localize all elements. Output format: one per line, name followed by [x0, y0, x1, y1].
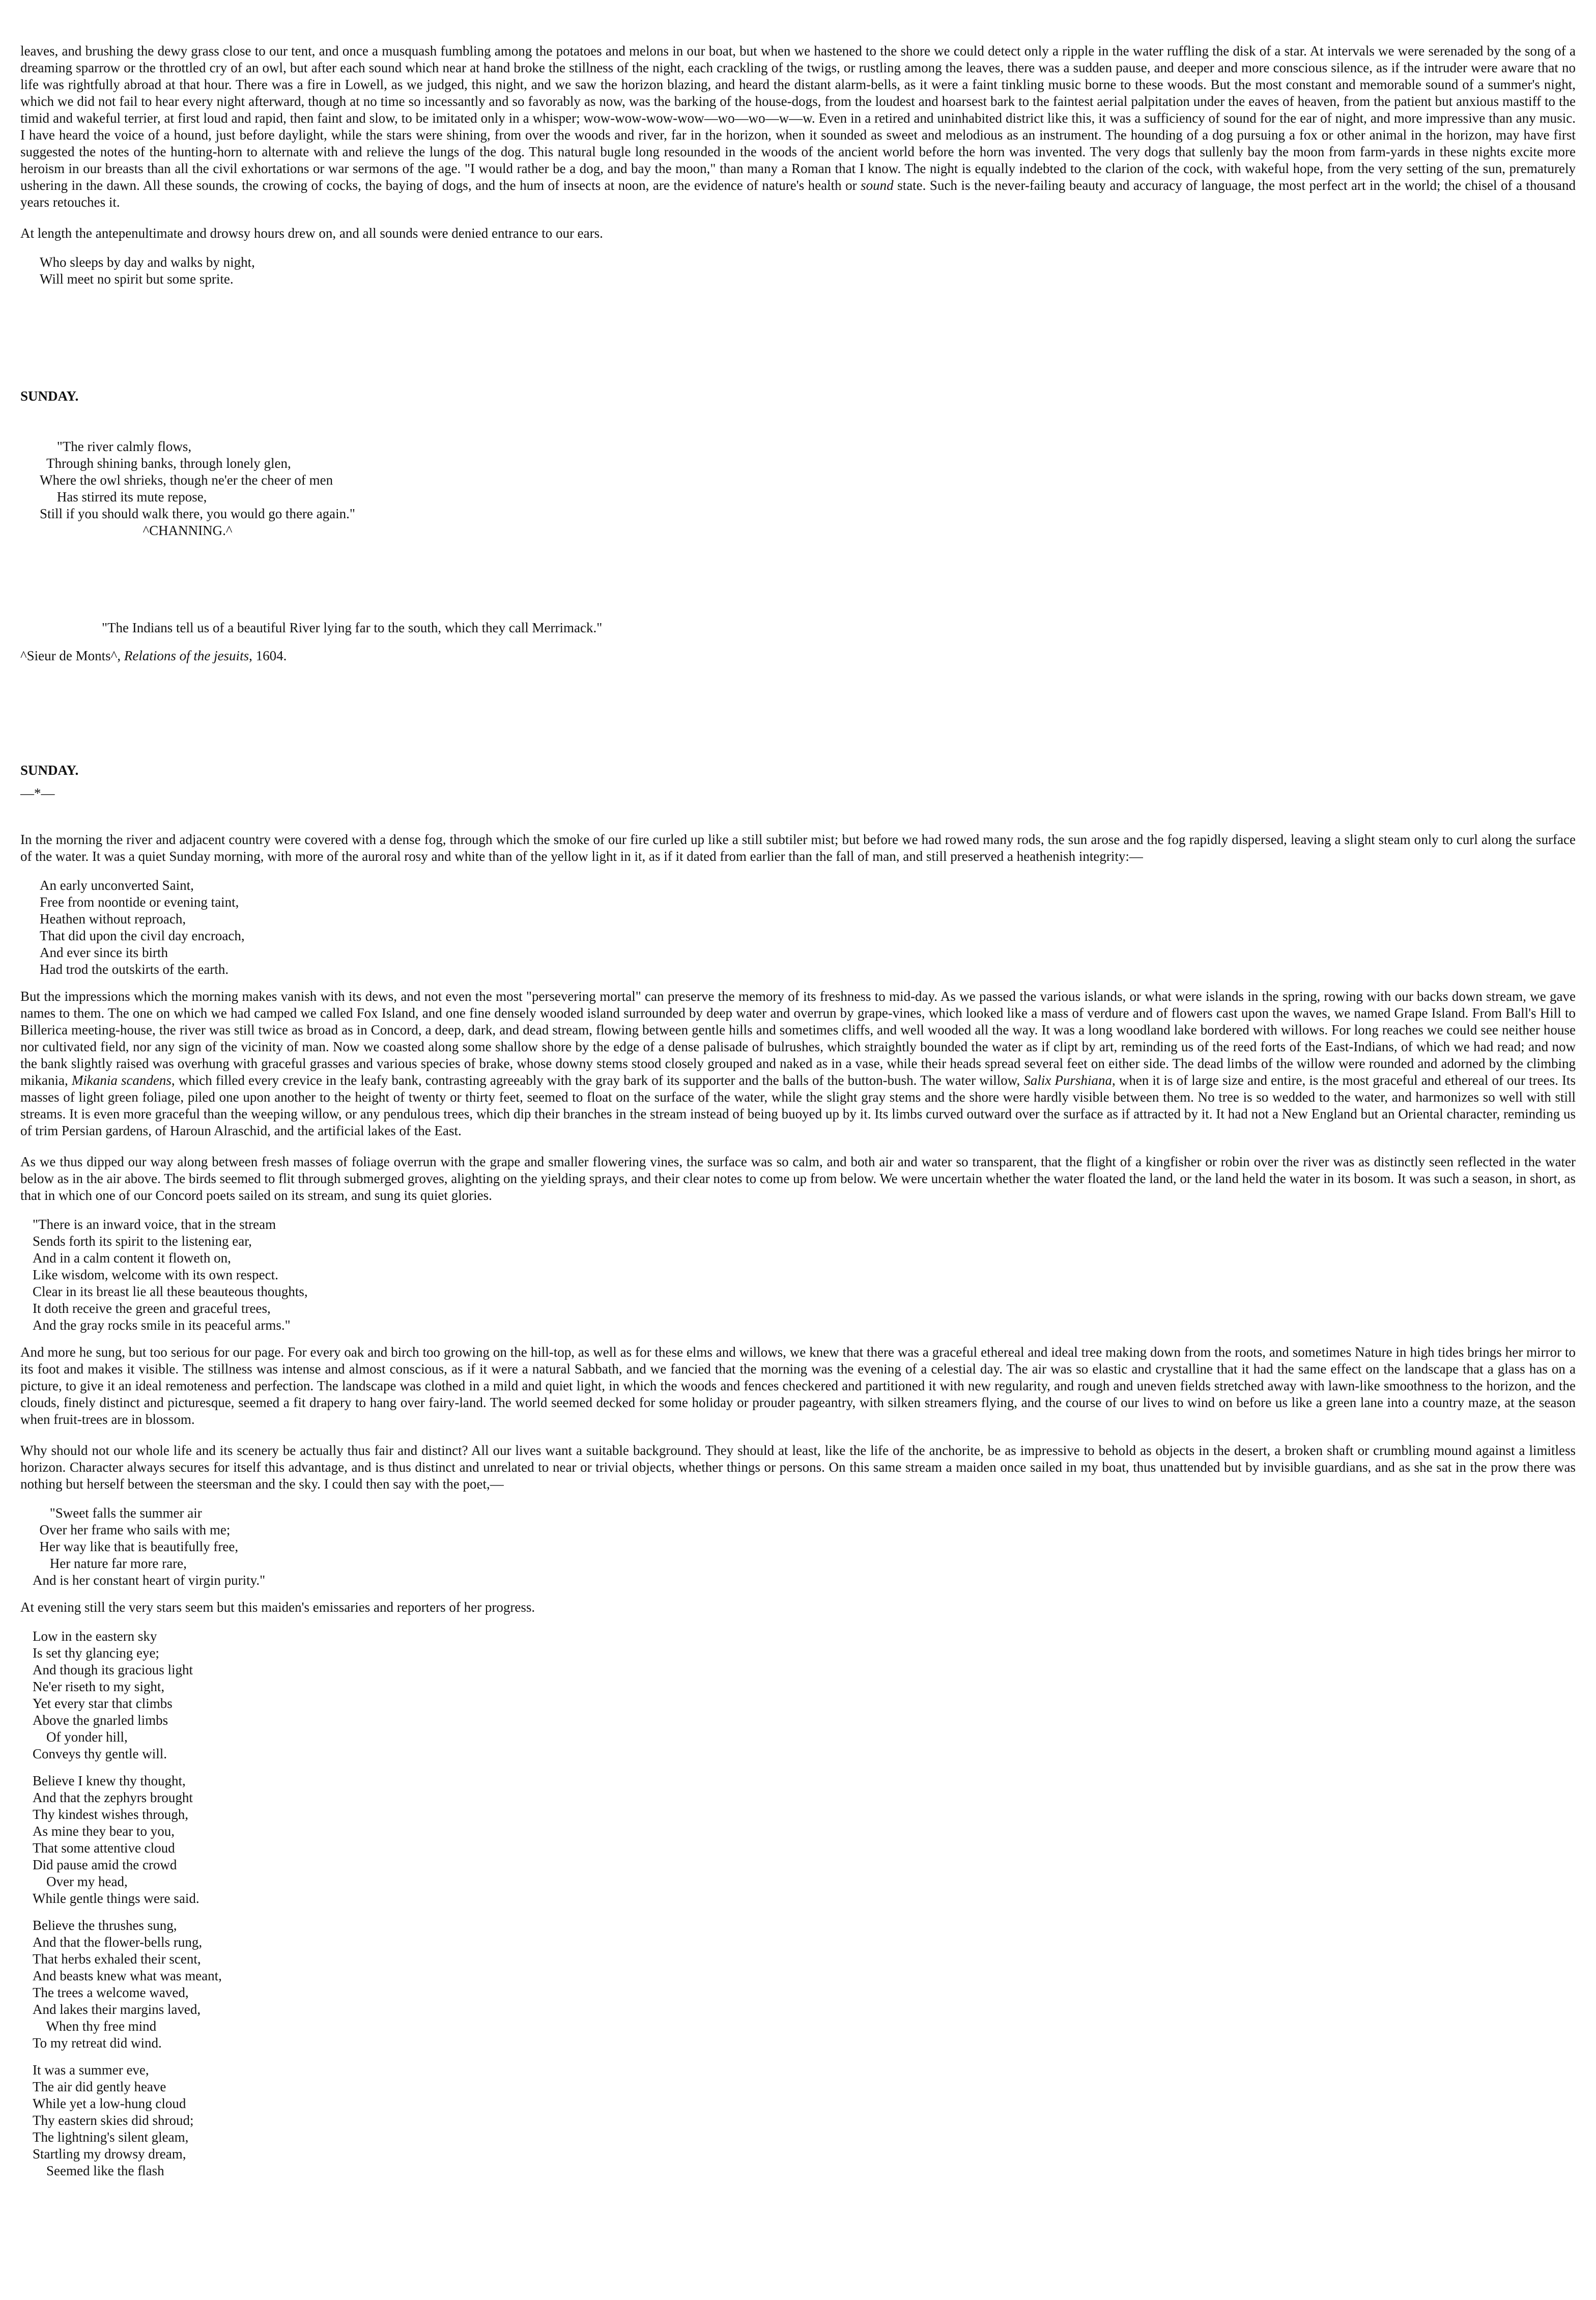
epigraph-indians: "The Indians tell us of a beautiful River lying far to the south, which they call Merrimack." — [102, 620, 603, 635]
poem-line: Ne'er riseth to my sight, — [33, 1679, 165, 1694]
poem-line: Conveys thy gentle will. — [33, 1746, 167, 1761]
poem-line: Thy kindest wishes through, — [33, 1807, 188, 1822]
poem-line: And that the flower-bells rung, — [33, 1934, 203, 1950]
paragraph-islands: But the impressions which the morning makes vanish with its dews, and not even the most "persevering mortal" can preserve the memory of its freshness to mid-day. As we passed the various islands, or what were islands in the spring, rowing with our backs down stream, we gave names to them. The one on which we had camped we called Fox Island, and one fine densely wooded island surrounded by deep water and overrun by grape-vines, which looked like a mass of verdure and of flowers cast upon the waves, we named Grape Island. From Ball's Hill to Billerica meeting-house, the river was still twice as broad as in Concord, a deep, dark, and dead stream, flowing between gentle hills and sometimes cliffs, and well wooded all the way. It was a long woodland lake bordered with willows. For long reaches we could see neither house nor cultivated field, nor any sign of the vicinity of man. Now we coasted along some shallow shore by the edge of a dense palisade of bulrushes, which straightly bounded the water as if clipt by art, reminding us of the reed forts of the East-Indians, of which we had read; and now the bank slightly raised was overhung with graceful grasses and various species of brake, whose downy stems stood closely grouped and naked as in a vase, while their heads spread several feet on either side. The dead limbs of the willow were rounded and adorned by the climbing mikania, Mikania scandens, which filled every crevice in the leafy bank, contrasting agreeably with the gray bark of its supporter and the balls of the button-bush. The water willow, Salix Purshiana, when it is of large size and entire, is the most graceful and ethereal of our trees. Its masses of light green foliage, piled one upon another to the height of twenty or thirty feet, seemed to float on the surface of the water, while the slight gray stems and the shore were hardly visible between them. No tree is so wedded to the water, and harmonizes so well with still streams. It is even more graceful than the weeping willow, or any pendulous trees, which dip their branches in the stream instead of being buoyed up by it. Its limbs curved outward over the surface as if attracted by it. It had not a New England but an Oriental character, reminding us of trim Persian gardens, of Haroun Alraschid, and the artificial lakes of the East. — [20, 989, 1576, 1138]
poem-line: Believe the thrushes sung, — [33, 1918, 177, 1933]
section-separator: —*— — [20, 786, 55, 801]
poem-line: Thy eastern skies did shroud; — [33, 2113, 194, 2128]
poem-line: Heathen without reproach, — [40, 911, 186, 927]
poem-summer-air — [20, 1505, 1576, 1589]
poem-line: Like wisdom, welcome with its own respect. — [33, 1267, 278, 1282]
epigraph-attribution: ^Sieur de Monts^, Relations of the jesuits, 1604. — [20, 648, 287, 663]
poem-line: Will meet no spirit but some sprite. — [40, 271, 234, 287]
poem-line: Did pause amid the crowd — [33, 1857, 177, 1872]
poem-line: Believe I knew thy thought, — [33, 1773, 186, 1788]
poem-line: Is set thy glancing eye; — [33, 1645, 159, 1661]
poem-line: It doth receive the green and graceful trees, — [33, 1301, 271, 1316]
poem-line: Over my head, — [33, 1874, 128, 1889]
poem-line: That some attentive cloud — [33, 1840, 175, 1856]
poem-line: Has stirred its mute repose, — [40, 489, 207, 504]
epigraph-poem-channing — [20, 438, 1576, 539]
poem-line: Sends forth its spirit to the listening ear, — [33, 1233, 252, 1249]
poem-line: Over her frame who sails with me; — [33, 1522, 231, 1537]
poem-line: Through shining banks, through lonely glen, — [40, 456, 291, 471]
poem-line: That did upon the civil day encroach, — [40, 928, 245, 943]
paragraph-night-sounds: leaves, and brushing the dewy grass close to our tent, and once a musquash fumbling among the potatoes and melons in our boat, but when we hastened to the shore we could detect only a ripple in the water ruffling the disk of a star. At intervals we were serenaded by the song of a dreaming sparrow or the throttled cry of an owl, but after each sound which near at hand broke the stillness of the night, each crackling of the twigs, or rustling among the leaves, there was a sudden pause, and deeper and more conscious silence, as if the intruder were aware that no life was rightfully abroad at that hour. There was a fire in Lowell, as we judged, this night, and we saw the horizon blazing, and heard the distant alarm-bells, as it were a faint tinkling music borne to these woods. But the most constant and memorable sound of a summer's night, which we did not fail to hear every night afterward, though at no time so incessantly and so favorably as now, was the barking of the house-dogs, from the loudest and hoarsest bark to the faintest aerial palpitation under the eaves of heaven, from the patient but anxious mastiff to the timid and wakeful terrier, at first loud and rapid, then faint and slow, to be imitated only in a whisper; wow-wow-wow-wow—wo—wo—w—w. Even in a retired and uninhabited district like this, it was a sufficiency of sound for the ear of night, and more impressive than any music. I have heard the voice of a hound, just before daylight, while the stars were shining, from over the woods and river, far in the horizon, when it sounded as sweet and melodious as an instrument. The hounding of a dog pursuing a fox or other animal in the horizon, may have first suggested the notes of the hunting-horn to alternate with and relieve the lungs of the dog. This natural bugle long resounded in the woods of the ancient world before the horn was invented. The very dogs that sullenly bay the moon from farm-yards in these nights excite more heroism in our breasts than all the civil exhortations or war sermons of the age. "I would rather be a dog, and bay the moon," than many a Roman that I know. The night is equally indebted to the clarion of the cock, with wakeful hope, from the very setting of the sun, prematurely ushering in the dawn. All these sounds, the crowing of cocks, the baying of dogs, and the hum of insects at noon, are the evidence of nature's health or sound state. Such is the never-failing beauty and accuracy of language, the most perfect art in the world; the chisel of a thousand years retouches it. — [20, 43, 1576, 210]
poem-line: As mine they bear to you, — [33, 1824, 175, 1839]
paragraph-ideal-tree: And more he sung, but too serious for our page. For every oak and birch too growing on the hill-top, as well as for these elms and willows, we knew that there was a graceful ethereal and ideal tree making down from the roots, and sometimes Nature in high tides brings her mirror to its foot and makes it visible. The stillness was intense and almost conscious, as if it were a natural Sabbath, and we fancied that the morning was the evening of a celestial day. The air was so elastic and crystalline that it had the same effect on the landscape that a glass has on a picture, to give it an ideal remoteness and perfection. The landscape was clothed in a mild and quiet light, in which the woods and fences checkered and partitioned it with new regularity, and rough and uneven fields stretched away with lawn-like smoothness to the horizon, and the clouds, finely distinct and picturesque, seemed a fit drapery to hang over fairy-land. The world seemed decked for some holiday or prouder pageantry, with silken streamers flying, and the course of our lives to wind on before us like a green lane into a country maze, at the season when fruit-trees are in blossom. — [20, 1344, 1576, 1427]
section-heading-sunday: SUNDAY. — [20, 763, 79, 778]
paragraph-foliage: As we thus dipped our way along between fresh masses of foliage overrun with the grape and smaller flowering vines, the surface was so calm, and both air and water so transparent, that the flight of a kingfisher or robin over the river was as distinctly seen reflected in the water below as in the air above. The birds seemed to flit through submerged groves, alighting on the yielding sprays, and their clear notes to come up from below. We were uncertain whether the water floated the land, or the land held the water in its bosom. It was such a season, in short, as that in which one of our Concord poets sailed on its stream, and sung its quiet glories. — [20, 1154, 1576, 1203]
poem-line: Seemed like the flash — [33, 2163, 164, 2178]
poem-line: The air did gently heave — [33, 2079, 166, 2094]
poem-line: The trees a welcome waved, — [33, 1985, 189, 2000]
poem-sleeps-by-day — [20, 254, 1576, 288]
poem-line: Yet every star that climbs — [33, 1696, 173, 1711]
poem-line: It was a summer eve, — [33, 2062, 149, 2078]
poem-line: Above the gnarled limbs — [33, 1713, 168, 1728]
poem-line: The lightning's silent gleam, — [33, 2129, 189, 2145]
chapter-heading-sunday: SUNDAY. — [20, 388, 79, 404]
poem-line: Of yonder hill, — [33, 1729, 128, 1745]
poem-line: And that the zephyrs brought — [33, 1790, 193, 1805]
document-page — [0, 43, 1596, 2179]
paragraph-whole-life: Why should not our whole life and its scenery be actually thus fair and distinct? All our lives want a suitable background. They should at least, like the life of the anchorite, be as impressive to behold as objects in the desert, a broken shaft or crumbling mound against a limitless horizon. Character always secures for itself this advantage, and is thus distinct and unrelated to near or trivial objects, whether things or persons. On this same stream a maiden once sailed in my boat, thus unattended but by invisible guardians, and as she sat in the prow there was nothing but herself between the steersman and the sky. I could then say with the poet,— — [20, 1443, 1576, 1492]
poem-line: And lakes their margins laved, — [33, 2002, 201, 2017]
poem-line: "The river calmly flows, — [40, 439, 192, 454]
poem-line: To my retreat did wind. — [33, 2035, 162, 2051]
poem-line: And in a calm content it floweth on, — [33, 1250, 231, 1266]
poem-line: Who sleeps by day and walks by night, — [40, 255, 255, 270]
poem-line: "There is an inward voice, that in the stream — [33, 1217, 276, 1232]
poem-line: Where the owl shrieks, though ne'er the cheer of men — [40, 472, 333, 488]
poem-unconverted-saint — [20, 877, 1576, 978]
poem-line: Still if you should walk there, you would go there again." — [40, 506, 355, 521]
poem-line: That herbs exhaled their scent, — [33, 1951, 201, 1967]
poem-line: Clear in its breast lie all these beauteous thoughts, — [33, 1284, 308, 1299]
poem-line: And beasts knew what was meant, — [33, 1968, 222, 1983]
paragraph-drowsy-hours: At length the antepenultimate and drowsy hours drew on, and all sounds were denied entrance to our ears. — [20, 226, 603, 241]
poem-line: While gentle things were said. — [33, 1891, 200, 1906]
poem-stanza-4 — [20, 2062, 1576, 2179]
poem-line: While yet a low-hung cloud — [33, 2096, 186, 2111]
poem-line: Had trod the outskirts of the earth. — [40, 962, 229, 977]
poem-line: Low in the eastern sky — [33, 1629, 157, 1644]
poem-line: An early unconverted Saint, — [40, 878, 194, 893]
poem-line: ^CHANNING.^ — [40, 523, 233, 538]
poem-line: Her nature far more rare, — [33, 1556, 187, 1571]
poem-line: And the gray rocks smile in its peaceful arms." — [33, 1317, 291, 1333]
poem-stanza-3 — [20, 1917, 1576, 2052]
poem-line: When thy free mind — [33, 2018, 157, 2034]
poem-line: And is her constant heart of virgin purity." — [33, 1573, 266, 1588]
poem-stanza-1 — [20, 1628, 1576, 1762]
poem-line: And ever since its birth — [40, 945, 168, 960]
paragraph-morning-fog: In the morning the river and adjacent country were covered with a dense fog, through which the smoke of our fire curled up like a still subtiler mist; but before we had rowed many rods, the sun arose and the fog rapidly dispersed, leaving a slight steam only to curl along the surface of the water. It was a quiet Sunday morning, with more of the auroral rosy and white than of the yellow light in it, as if it dated from earlier than the fall of man, and still preserved a heathenish integrity:— — [20, 832, 1576, 864]
poem-line: Startling my drowsy dream, — [33, 2146, 186, 2162]
poem-line: "Sweet falls the summer air — [33, 1505, 202, 1521]
poem-stanza-2 — [20, 1773, 1576, 1907]
poem-line: Free from noontide or evening taint, — [40, 894, 239, 910]
poem-inward-voice — [20, 1216, 1576, 1334]
poem-line: Her way like that is beautifully free, — [33, 1539, 239, 1554]
poem-line: And though its gracious light — [33, 1662, 193, 1677]
paragraph-evening-stars: At evening still the very stars seem but this maiden's emissaries and reporters of her progress. — [20, 1600, 535, 1615]
